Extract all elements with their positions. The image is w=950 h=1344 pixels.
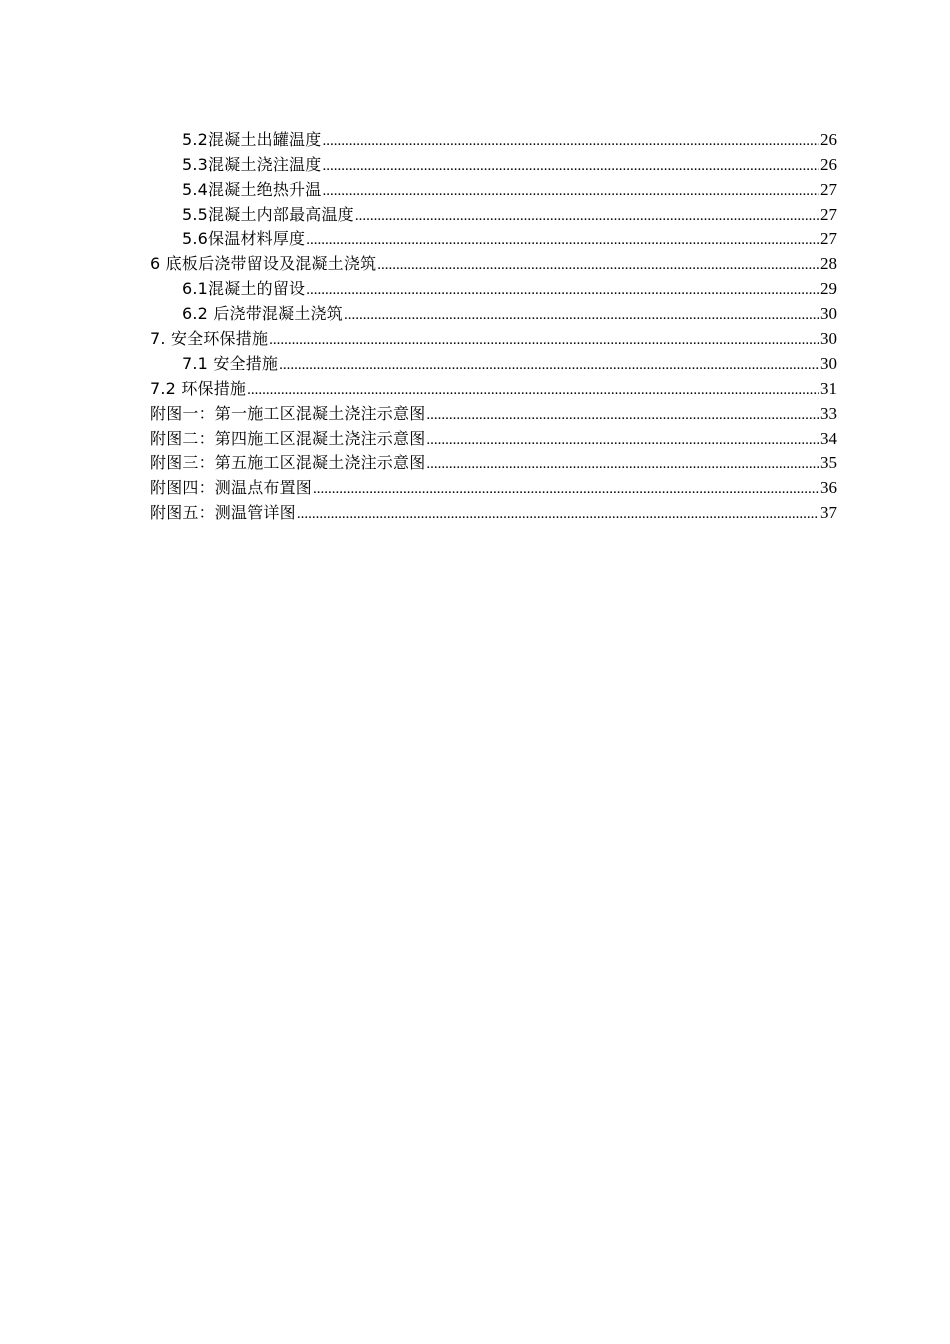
toc-entry-title: 附图四：测温点布置图 (150, 478, 313, 498)
toc-entry[interactable] (150, 299, 837, 324)
toc-page-number: 26 (820, 129, 837, 149)
toc-entry[interactable] (150, 424, 837, 449)
toc-entry-title: 附图五：测温管详图 (150, 503, 296, 523)
toc-dot-leader (426, 455, 819, 473)
toc-page-number: 27 (820, 229, 837, 249)
toc-page-number: 30 (820, 329, 837, 349)
toc-page-number: 29 (820, 279, 837, 299)
toc-page-number: 36 (820, 478, 837, 498)
toc-entry[interactable] (150, 175, 837, 200)
toc-page-number: 27 (820, 179, 837, 199)
toc-entry-title: 7.2 环保措施 (150, 378, 247, 398)
toc-dot-leader (322, 157, 819, 175)
table-of-contents (150, 125, 837, 523)
toc-dot-leader (426, 431, 819, 449)
toc-entry[interactable] (150, 324, 837, 349)
toc-page-number: 35 (820, 453, 837, 473)
toc-dot-leader (377, 256, 819, 274)
toc-entry[interactable] (150, 399, 837, 424)
toc-entry[interactable] (150, 349, 837, 374)
toc-dot-leader (306, 231, 819, 249)
toc-entry[interactable] (150, 498, 837, 523)
toc-entry-title: 6.1混凝土的留设 (182, 279, 306, 299)
toc-page-number: 31 (820, 378, 837, 398)
toc-page-number: 28 (820, 254, 837, 274)
toc-page-number: 33 (820, 403, 837, 423)
toc-page-number: 27 (820, 204, 837, 224)
toc-entry-title: 6.2 后浇带混凝土浇筑 (182, 304, 343, 324)
toc-dot-leader (247, 381, 819, 399)
toc-dot-leader (269, 331, 819, 349)
toc-dot-leader (426, 406, 819, 424)
toc-entry[interactable] (150, 225, 837, 250)
toc-dot-leader (322, 182, 819, 200)
toc-dot-leader (355, 207, 819, 225)
toc-page-number: 26 (820, 154, 837, 174)
toc-entry-title: 5.2混凝土出罐温度 (182, 129, 322, 149)
toc-dot-leader (313, 480, 819, 498)
toc-entry-title: 附图一：第一施工区混凝土浇注示意图 (150, 403, 426, 423)
toc-dot-leader (322, 132, 819, 150)
toc-entry-title: 5.5混凝土内部最高温度 (182, 204, 354, 224)
toc-entry-title: 6 底板后浇带留设及混凝土浇筑 (150, 254, 377, 274)
toc-dot-leader (306, 281, 819, 299)
toc-entry[interactable] (150, 200, 837, 225)
toc-entry[interactable] (150, 473, 837, 498)
toc-entry-title: 7. 安全环保措施 (150, 329, 269, 349)
toc-entry[interactable] (150, 449, 837, 474)
toc-page-number: 30 (820, 353, 837, 373)
toc-entry[interactable] (150, 125, 837, 150)
toc-dot-leader (297, 505, 819, 523)
toc-entry-title: 5.6保温材料厚度 (182, 229, 306, 249)
toc-entry[interactable] (150, 374, 837, 399)
toc-page-number: 37 (820, 503, 837, 523)
toc-entry-title: 5.4混凝土绝热升温 (182, 179, 322, 199)
toc-entry-title: 5.3混凝土浇注温度 (182, 154, 322, 174)
toc-page-number: 30 (820, 304, 837, 324)
toc-entry[interactable] (150, 150, 837, 175)
toc-dot-leader (279, 356, 819, 374)
toc-entry[interactable] (150, 274, 837, 299)
toc-entry-title: 附图二：第四施工区混凝土浇注示意图 (150, 428, 426, 448)
toc-dot-leader (344, 306, 819, 324)
toc-entry-title: 附图三：第五施工区混凝土浇注示意图 (150, 453, 426, 473)
toc-entry-title: 7.1 安全措施 (182, 353, 279, 373)
toc-page-number: 34 (820, 428, 837, 448)
toc-entry[interactable] (150, 249, 837, 274)
